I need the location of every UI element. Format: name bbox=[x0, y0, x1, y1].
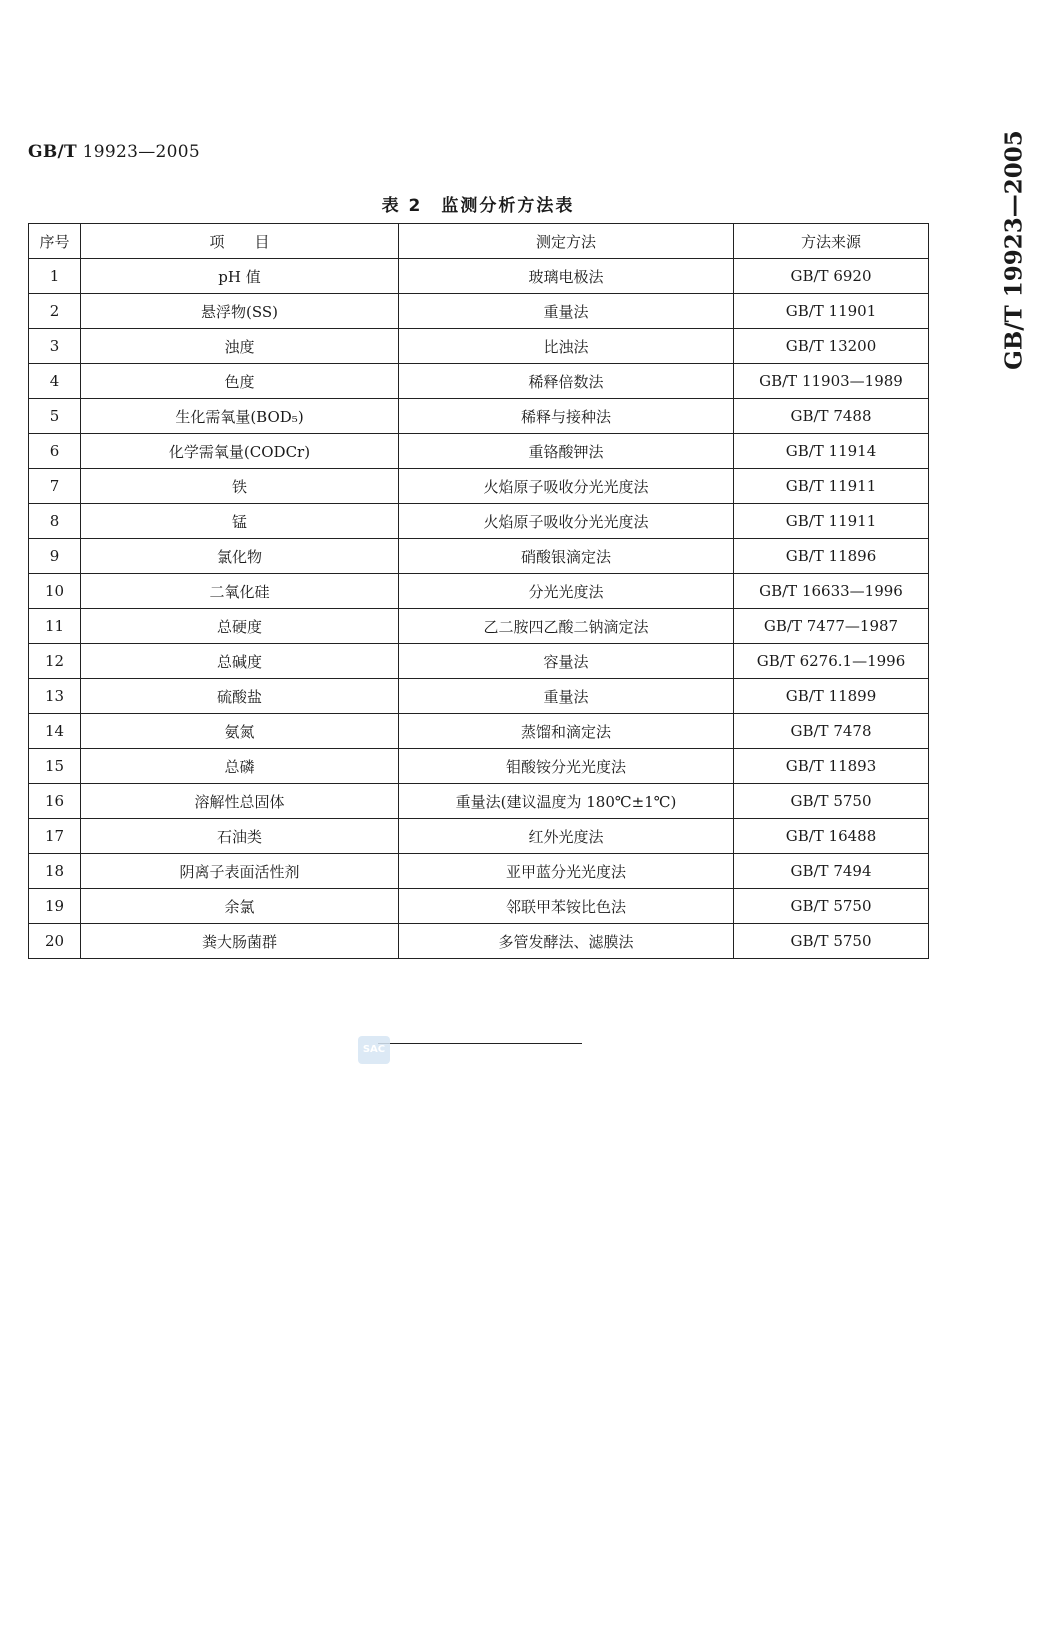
cell-source: GB/T 7477—1987 bbox=[734, 609, 929, 644]
cell-number: 1 bbox=[29, 259, 81, 294]
cell-method: 稀释与接种法 bbox=[399, 399, 734, 434]
cell-source: GB/T 13200 bbox=[734, 329, 929, 364]
cell-number: 17 bbox=[29, 819, 81, 854]
column-header-number: 序号 bbox=[29, 224, 81, 259]
cell-number: 18 bbox=[29, 854, 81, 889]
table-row bbox=[29, 924, 929, 959]
table-title: 表 2 监测分析方法表 bbox=[381, 196, 575, 216]
cell-method: 比浊法 bbox=[399, 329, 734, 364]
cell-item: 氨氮 bbox=[81, 714, 399, 749]
cell-source: GB/T 11903—1989 bbox=[734, 364, 929, 399]
table-row bbox=[29, 889, 929, 924]
cell-method: 邻联甲苯铵比色法 bbox=[399, 889, 734, 924]
cell-source: GB/T 16488 bbox=[734, 819, 929, 854]
end-rule bbox=[378, 1043, 582, 1044]
column-header-item: 项 目 bbox=[81, 224, 399, 259]
cell-number: 6 bbox=[29, 434, 81, 469]
standard-code-header bbox=[28, 142, 200, 162]
cell-item: 溶解性总固体 bbox=[81, 784, 399, 819]
cell-number: 4 bbox=[29, 364, 81, 399]
table-row bbox=[29, 784, 929, 819]
cell-method: 火焰原子吸收分光光度法 bbox=[399, 504, 734, 539]
table-row bbox=[29, 434, 929, 469]
table-row bbox=[29, 259, 929, 294]
cell-number: 12 bbox=[29, 644, 81, 679]
table-row bbox=[29, 364, 929, 399]
cell-source: GB/T 7478 bbox=[734, 714, 929, 749]
side-standard-code: GB/T 19923—2005 bbox=[1000, 130, 1028, 370]
cell-source: GB/T 16633—1996 bbox=[734, 574, 929, 609]
cell-method: 重铬酸钾法 bbox=[399, 434, 734, 469]
cell-number: 16 bbox=[29, 784, 81, 819]
cell-source: GB/T 7488 bbox=[734, 399, 929, 434]
cell-number: 11 bbox=[29, 609, 81, 644]
table-row bbox=[29, 609, 929, 644]
cell-number: 9 bbox=[29, 539, 81, 574]
cell-method: 钼酸铵分光光度法 bbox=[399, 749, 734, 784]
cell-number: 3 bbox=[29, 329, 81, 364]
table-header-row bbox=[29, 224, 929, 259]
cell-item: 总碱度 bbox=[81, 644, 399, 679]
sac-logo-watermark: SAC bbox=[358, 1036, 390, 1064]
cell-item: pH 值 bbox=[81, 259, 399, 294]
cell-method: 红外光度法 bbox=[399, 819, 734, 854]
cell-source: GB/T 5750 bbox=[734, 924, 929, 959]
cell-item: 总硬度 bbox=[81, 609, 399, 644]
cell-method: 重量法(建议温度为 180℃±1℃) bbox=[399, 784, 734, 819]
cell-item: 悬浮物(SS) bbox=[81, 294, 399, 329]
cell-source: GB/T 7494 bbox=[734, 854, 929, 889]
monitoring-methods-table bbox=[28, 223, 929, 959]
cell-source: GB/T 6276.1—1996 bbox=[734, 644, 929, 679]
cell-source: GB/T 5750 bbox=[734, 784, 929, 819]
cell-method: 重量法 bbox=[399, 294, 734, 329]
cell-item: 化学需氧量(CODCr) bbox=[81, 434, 399, 469]
cell-item: 粪大肠菌群 bbox=[81, 924, 399, 959]
cell-number: 14 bbox=[29, 714, 81, 749]
column-header-method: 测定方法 bbox=[399, 224, 734, 259]
cell-item: 锰 bbox=[81, 504, 399, 539]
table-row bbox=[29, 819, 929, 854]
cell-number: 5 bbox=[29, 399, 81, 434]
cell-method: 乙二胺四乙酸二钠滴定法 bbox=[399, 609, 734, 644]
cell-number: 8 bbox=[29, 504, 81, 539]
cell-item: 阴离子表面活性剂 bbox=[81, 854, 399, 889]
standard-code-prefix: GB/T bbox=[28, 142, 77, 162]
cell-item: 二氧化硅 bbox=[81, 574, 399, 609]
table-row bbox=[29, 504, 929, 539]
table-row bbox=[29, 539, 929, 574]
cell-item: 铁 bbox=[81, 469, 399, 504]
cell-source: GB/T 11896 bbox=[734, 539, 929, 574]
cell-number: 7 bbox=[29, 469, 81, 504]
cell-source: GB/T 11911 bbox=[734, 469, 929, 504]
column-header-source: 方法来源 bbox=[734, 224, 929, 259]
cell-source: GB/T 6920 bbox=[734, 259, 929, 294]
cell-item: 石油类 bbox=[81, 819, 399, 854]
cell-item: 余氯 bbox=[81, 889, 399, 924]
cell-number: 15 bbox=[29, 749, 81, 784]
cell-item: 浊度 bbox=[81, 329, 399, 364]
cell-method: 硝酸银滴定法 bbox=[399, 539, 734, 574]
cell-item: 硫酸盐 bbox=[81, 679, 399, 714]
table-row bbox=[29, 644, 929, 679]
cell-method: 蒸馏和滴定法 bbox=[399, 714, 734, 749]
cell-source: GB/T 11901 bbox=[734, 294, 929, 329]
cell-method: 容量法 bbox=[399, 644, 734, 679]
cell-source: GB/T 11911 bbox=[734, 504, 929, 539]
table-row bbox=[29, 749, 929, 784]
table-row bbox=[29, 714, 929, 749]
cell-source: GB/T 11914 bbox=[734, 434, 929, 469]
cell-method: 亚甲蓝分光光度法 bbox=[399, 854, 734, 889]
cell-number: 19 bbox=[29, 889, 81, 924]
cell-source: GB/T 11899 bbox=[734, 679, 929, 714]
table-row bbox=[29, 294, 929, 329]
cell-method: 分光光度法 bbox=[399, 574, 734, 609]
table-row bbox=[29, 574, 929, 609]
cell-number: 20 bbox=[29, 924, 81, 959]
table-row bbox=[29, 329, 929, 364]
table-row bbox=[29, 469, 929, 504]
cell-item: 色度 bbox=[81, 364, 399, 399]
cell-item: 生化需氧量(BOD₅) bbox=[81, 399, 399, 434]
table-row bbox=[29, 679, 929, 714]
cell-number: 2 bbox=[29, 294, 81, 329]
cell-number: 10 bbox=[29, 574, 81, 609]
cell-method: 重量法 bbox=[399, 679, 734, 714]
cell-method: 玻璃电极法 bbox=[399, 259, 734, 294]
cell-source: GB/T 11893 bbox=[734, 749, 929, 784]
cell-method: 火焰原子吸收分光光度法 bbox=[399, 469, 734, 504]
table-row bbox=[29, 854, 929, 889]
cell-source: GB/T 5750 bbox=[734, 889, 929, 924]
table-row bbox=[29, 399, 929, 434]
cell-item: 氯化物 bbox=[81, 539, 399, 574]
cell-method: 稀释倍数法 bbox=[399, 364, 734, 399]
cell-method: 多管发酵法、滤膜法 bbox=[399, 924, 734, 959]
standard-code-number: 19923—2005 bbox=[82, 142, 201, 162]
cell-number: 13 bbox=[29, 679, 81, 714]
cell-item: 总磷 bbox=[81, 749, 399, 784]
